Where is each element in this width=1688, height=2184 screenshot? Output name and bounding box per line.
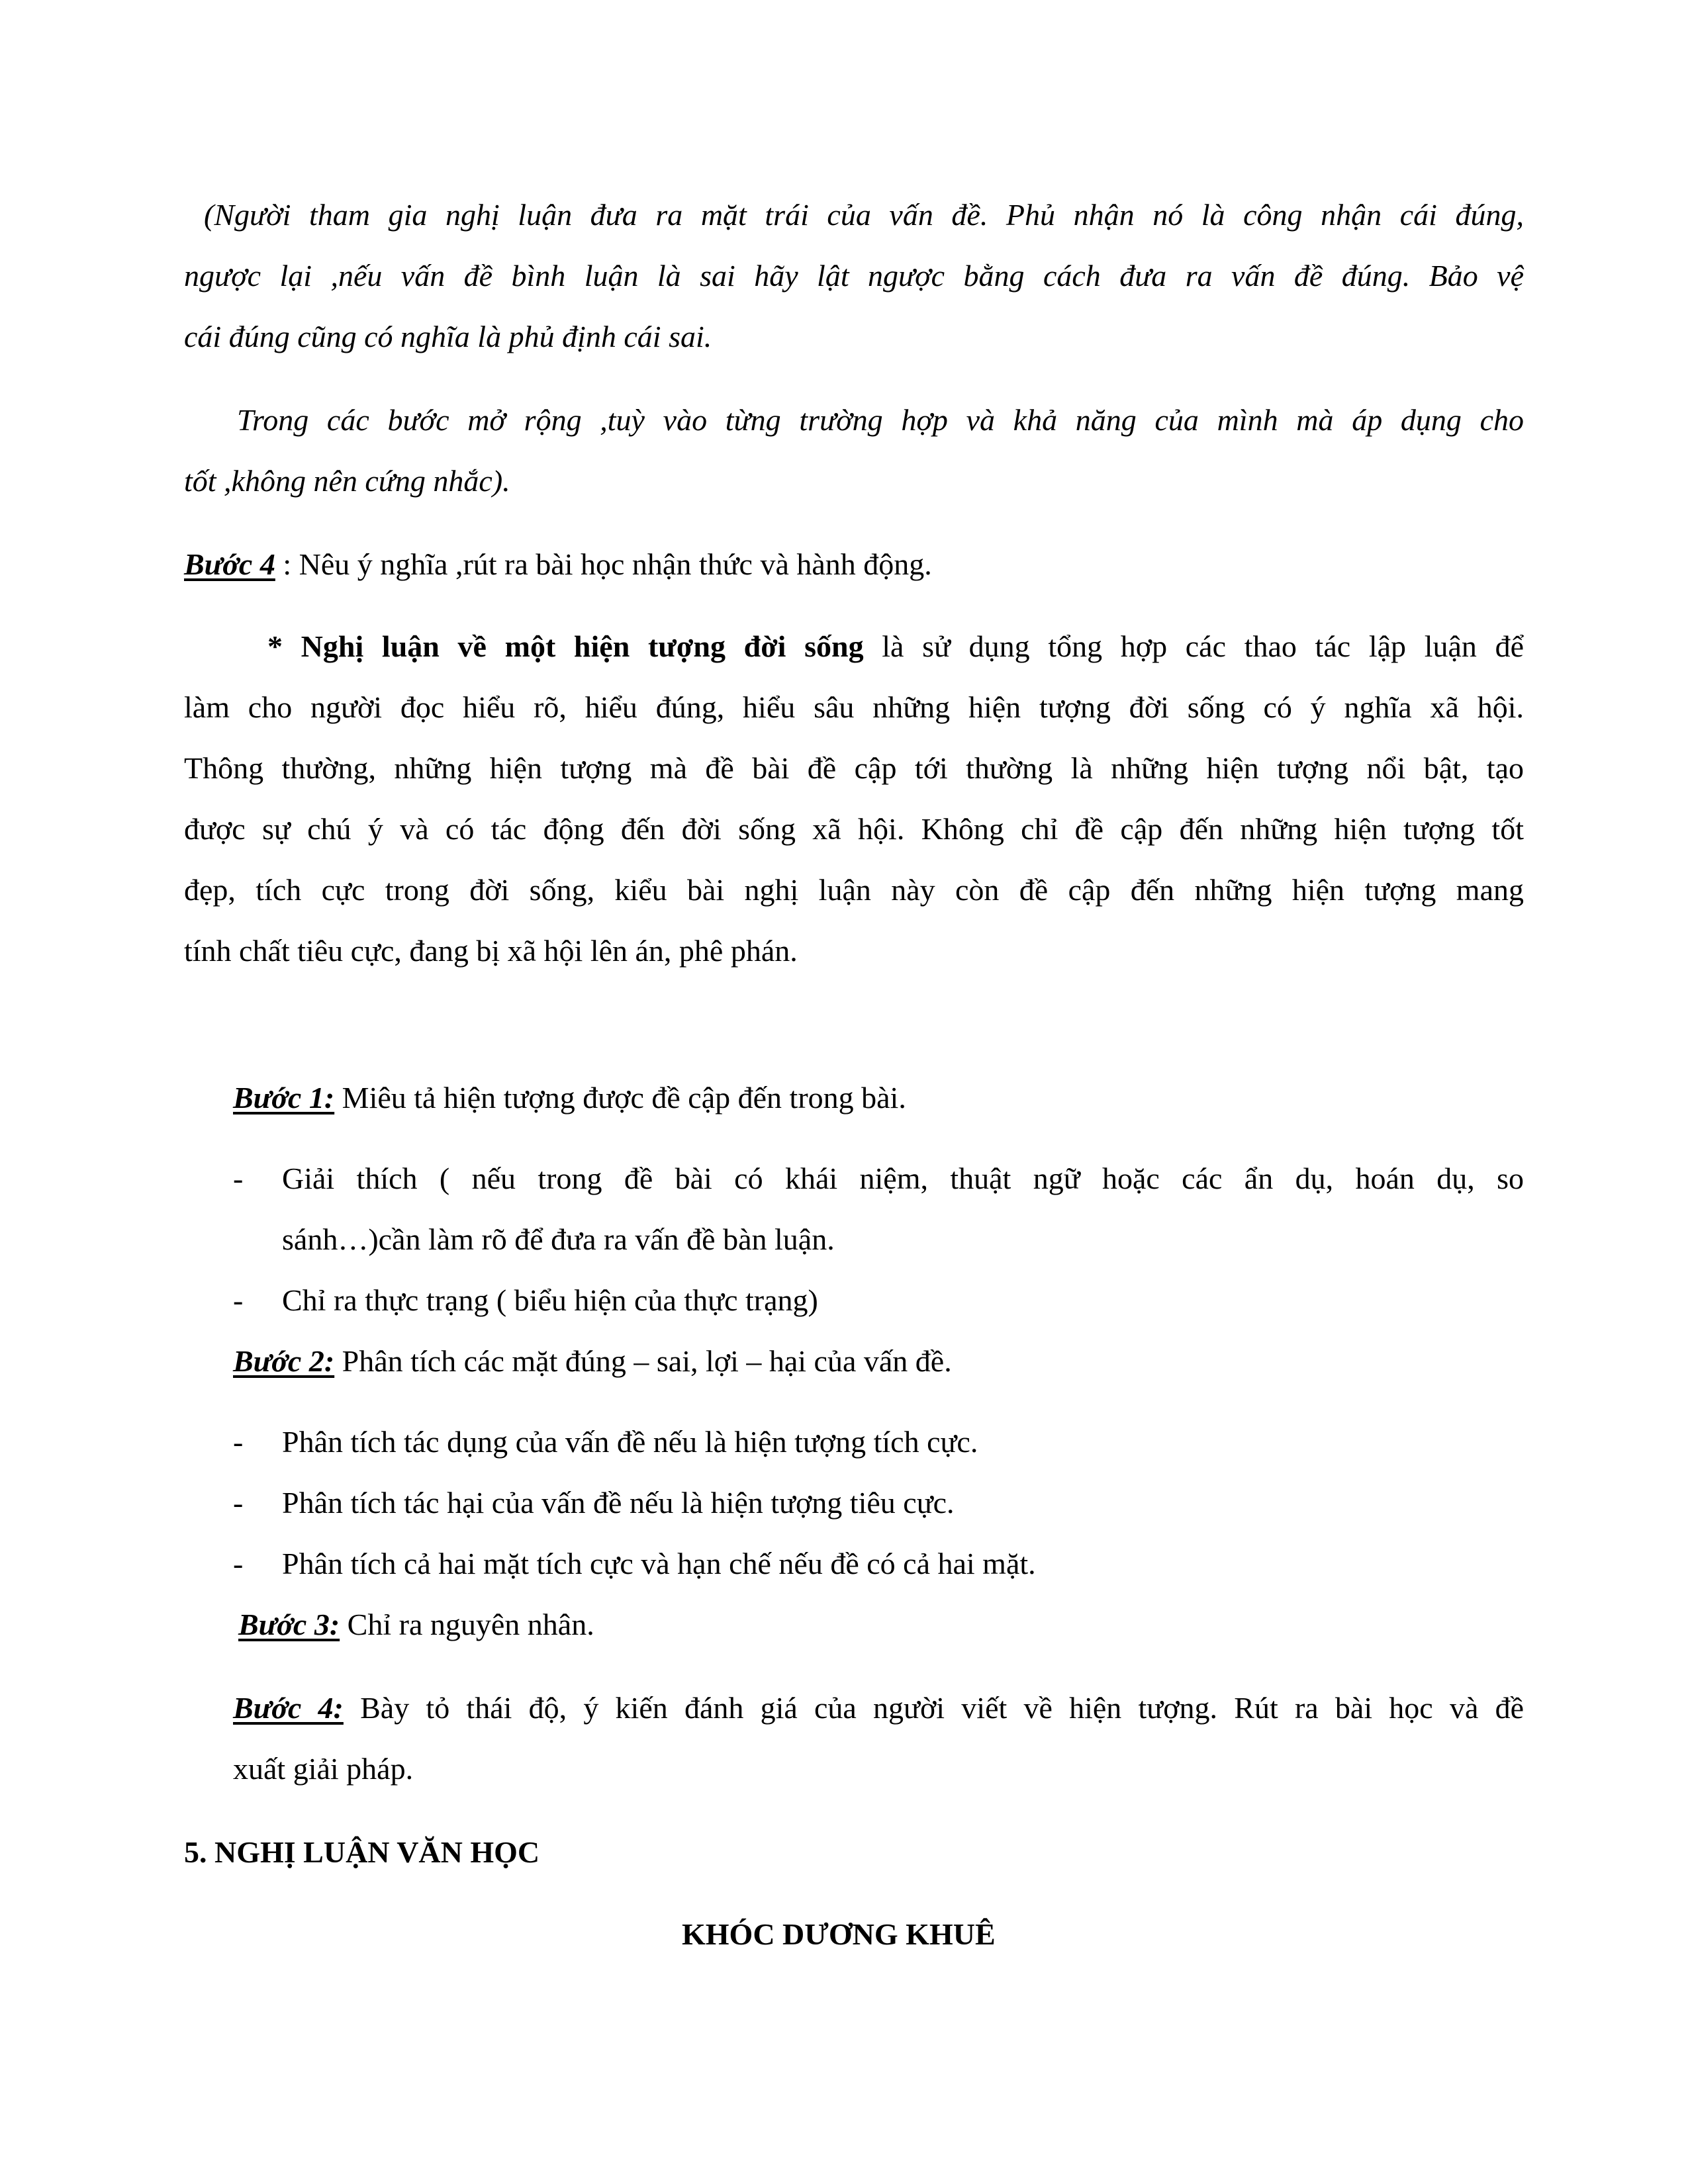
bullet-dash: -: [233, 1425, 244, 1459]
bullet-dash: -: [233, 1547, 244, 1580]
phenomenon-line-3: Thông thường, những hiện tượng mà đề bài đề cập tới thường là những hiện tượng nổi bật, tạo: [184, 751, 1524, 785]
step1-line: [233, 1080, 906, 1115]
step3-label: Bước 3:: [238, 1608, 340, 1641]
poem-title: KHÓC DƯƠNG KHUÊ: [682, 1917, 996, 1951]
bullet-dash: -: [233, 1283, 244, 1317]
step4-first-line: [184, 547, 932, 582]
bullet-dash: -: [233, 1486, 244, 1520]
step2-text: Phân tích các mặt đúng – sai, lợi – hại của vấn đề.: [334, 1344, 952, 1378]
step4-text-line-1: Bày tỏ thái độ, ý kiến đánh giá của người viết về hiện tượng. Rút ra bài học và đề: [343, 1691, 1524, 1725]
phenomenon-line-6: tính chất tiêu cực, đang bị xã hội lên án, phê phán.: [184, 934, 798, 968]
phenomenon-line-1: [267, 629, 1524, 664]
step1-bullet-2: Chỉ ra thực trạng ( biểu hiện của thực trạng): [282, 1283, 818, 1317]
step2-label: Bước 2:: [233, 1344, 335, 1378]
intro-line-2: ngược lại ,nếu vấn đề bình luận là sai hãy lật ngược bằng cách đưa ra vấn đề đúng. Bảo vệ: [184, 259, 1524, 293]
step2-bullet-3: Phân tích cả hai mặt tích cực và hạn chế nếu đề có cả hai mặt.: [282, 1547, 1036, 1580]
step3-text: Chỉ ra nguyên nhân.: [340, 1608, 594, 1641]
section-heading: 5. NGHỊ LUẬN VĂN HỌC: [184, 1835, 540, 1869]
step1-text: Miêu tả hiện tượng được đề cập đến trong bài.: [334, 1081, 906, 1115]
step4-line-2: xuất giải pháp.: [233, 1752, 414, 1786]
intro-line-3: cái đúng cũng có nghĩa là phủ định cái sai.: [184, 320, 712, 353]
step1-bullet-1-line-2: sánh…)cần làm rõ để đưa ra vấn đề bàn luận.: [282, 1222, 835, 1256]
step2-bullet-1: Phân tích tác dụng của vấn đề nếu là hiện tượng tích cực.: [282, 1425, 978, 1459]
step2-bullet-2: Phân tích tác hại của vấn đề nếu là hiện tượng tiêu cực.: [282, 1486, 955, 1520]
phenomenon-line-2: làm cho người đọc hiểu rõ, hiểu đúng, hiểu sâu những hiện tượng đời sống có ý nghĩa xã hội.: [184, 690, 1524, 724]
intro-line-5: tốt ,không nên cứng nhắc).: [184, 464, 510, 498]
step1-bullet-1-line-1: Giải thích ( nếu trong đề bài có khái niệm, thuật ngữ hoặc các ẩn dụ, hoán dụ, so: [282, 1161, 1524, 1195]
step2-line: [233, 1343, 952, 1379]
phenomenon-line-1-rest: là sử dụng tổng hợp các thao tác lập luận để: [863, 629, 1524, 663]
intro-line-4: Trong các bước mở rộng ,tuỳ vào từng trường hợp và khả năng của mình mà áp dụng cho: [237, 403, 1524, 437]
phenomenon-line-5: đẹp, tích cực trong đời sống, kiểu bài nghị luận này còn đề cập đến những hiện tượng mang: [184, 873, 1524, 907]
phenomenon-term: Nghị luận về một hiện tượng đời sống: [301, 629, 864, 663]
step4-first-text: : Nêu ý nghĩa ,rút ra bài học nhận thức và hành động.: [275, 547, 932, 581]
step4-line-1: [233, 1690, 1524, 1725]
step4-first-label: Bước 4: [184, 547, 275, 581]
step4-label: Bước 4:: [233, 1691, 344, 1725]
step3-line: [238, 1607, 594, 1642]
bullet-dash: -: [233, 1161, 244, 1195]
step1-label: Bước 1:: [233, 1081, 335, 1115]
intro-line-1: (Người tham gia nghị luận đưa ra mặt trái của vấn đề. Phủ nhận nó là công nhận cái đúng,: [204, 198, 1524, 232]
phenomenon-star: *: [267, 629, 301, 663]
phenomenon-line-4: được sự chú ý và có tác động đến đời sống xã hội. Không chỉ đề cập đến những hiện tượng tốt: [184, 812, 1524, 846]
